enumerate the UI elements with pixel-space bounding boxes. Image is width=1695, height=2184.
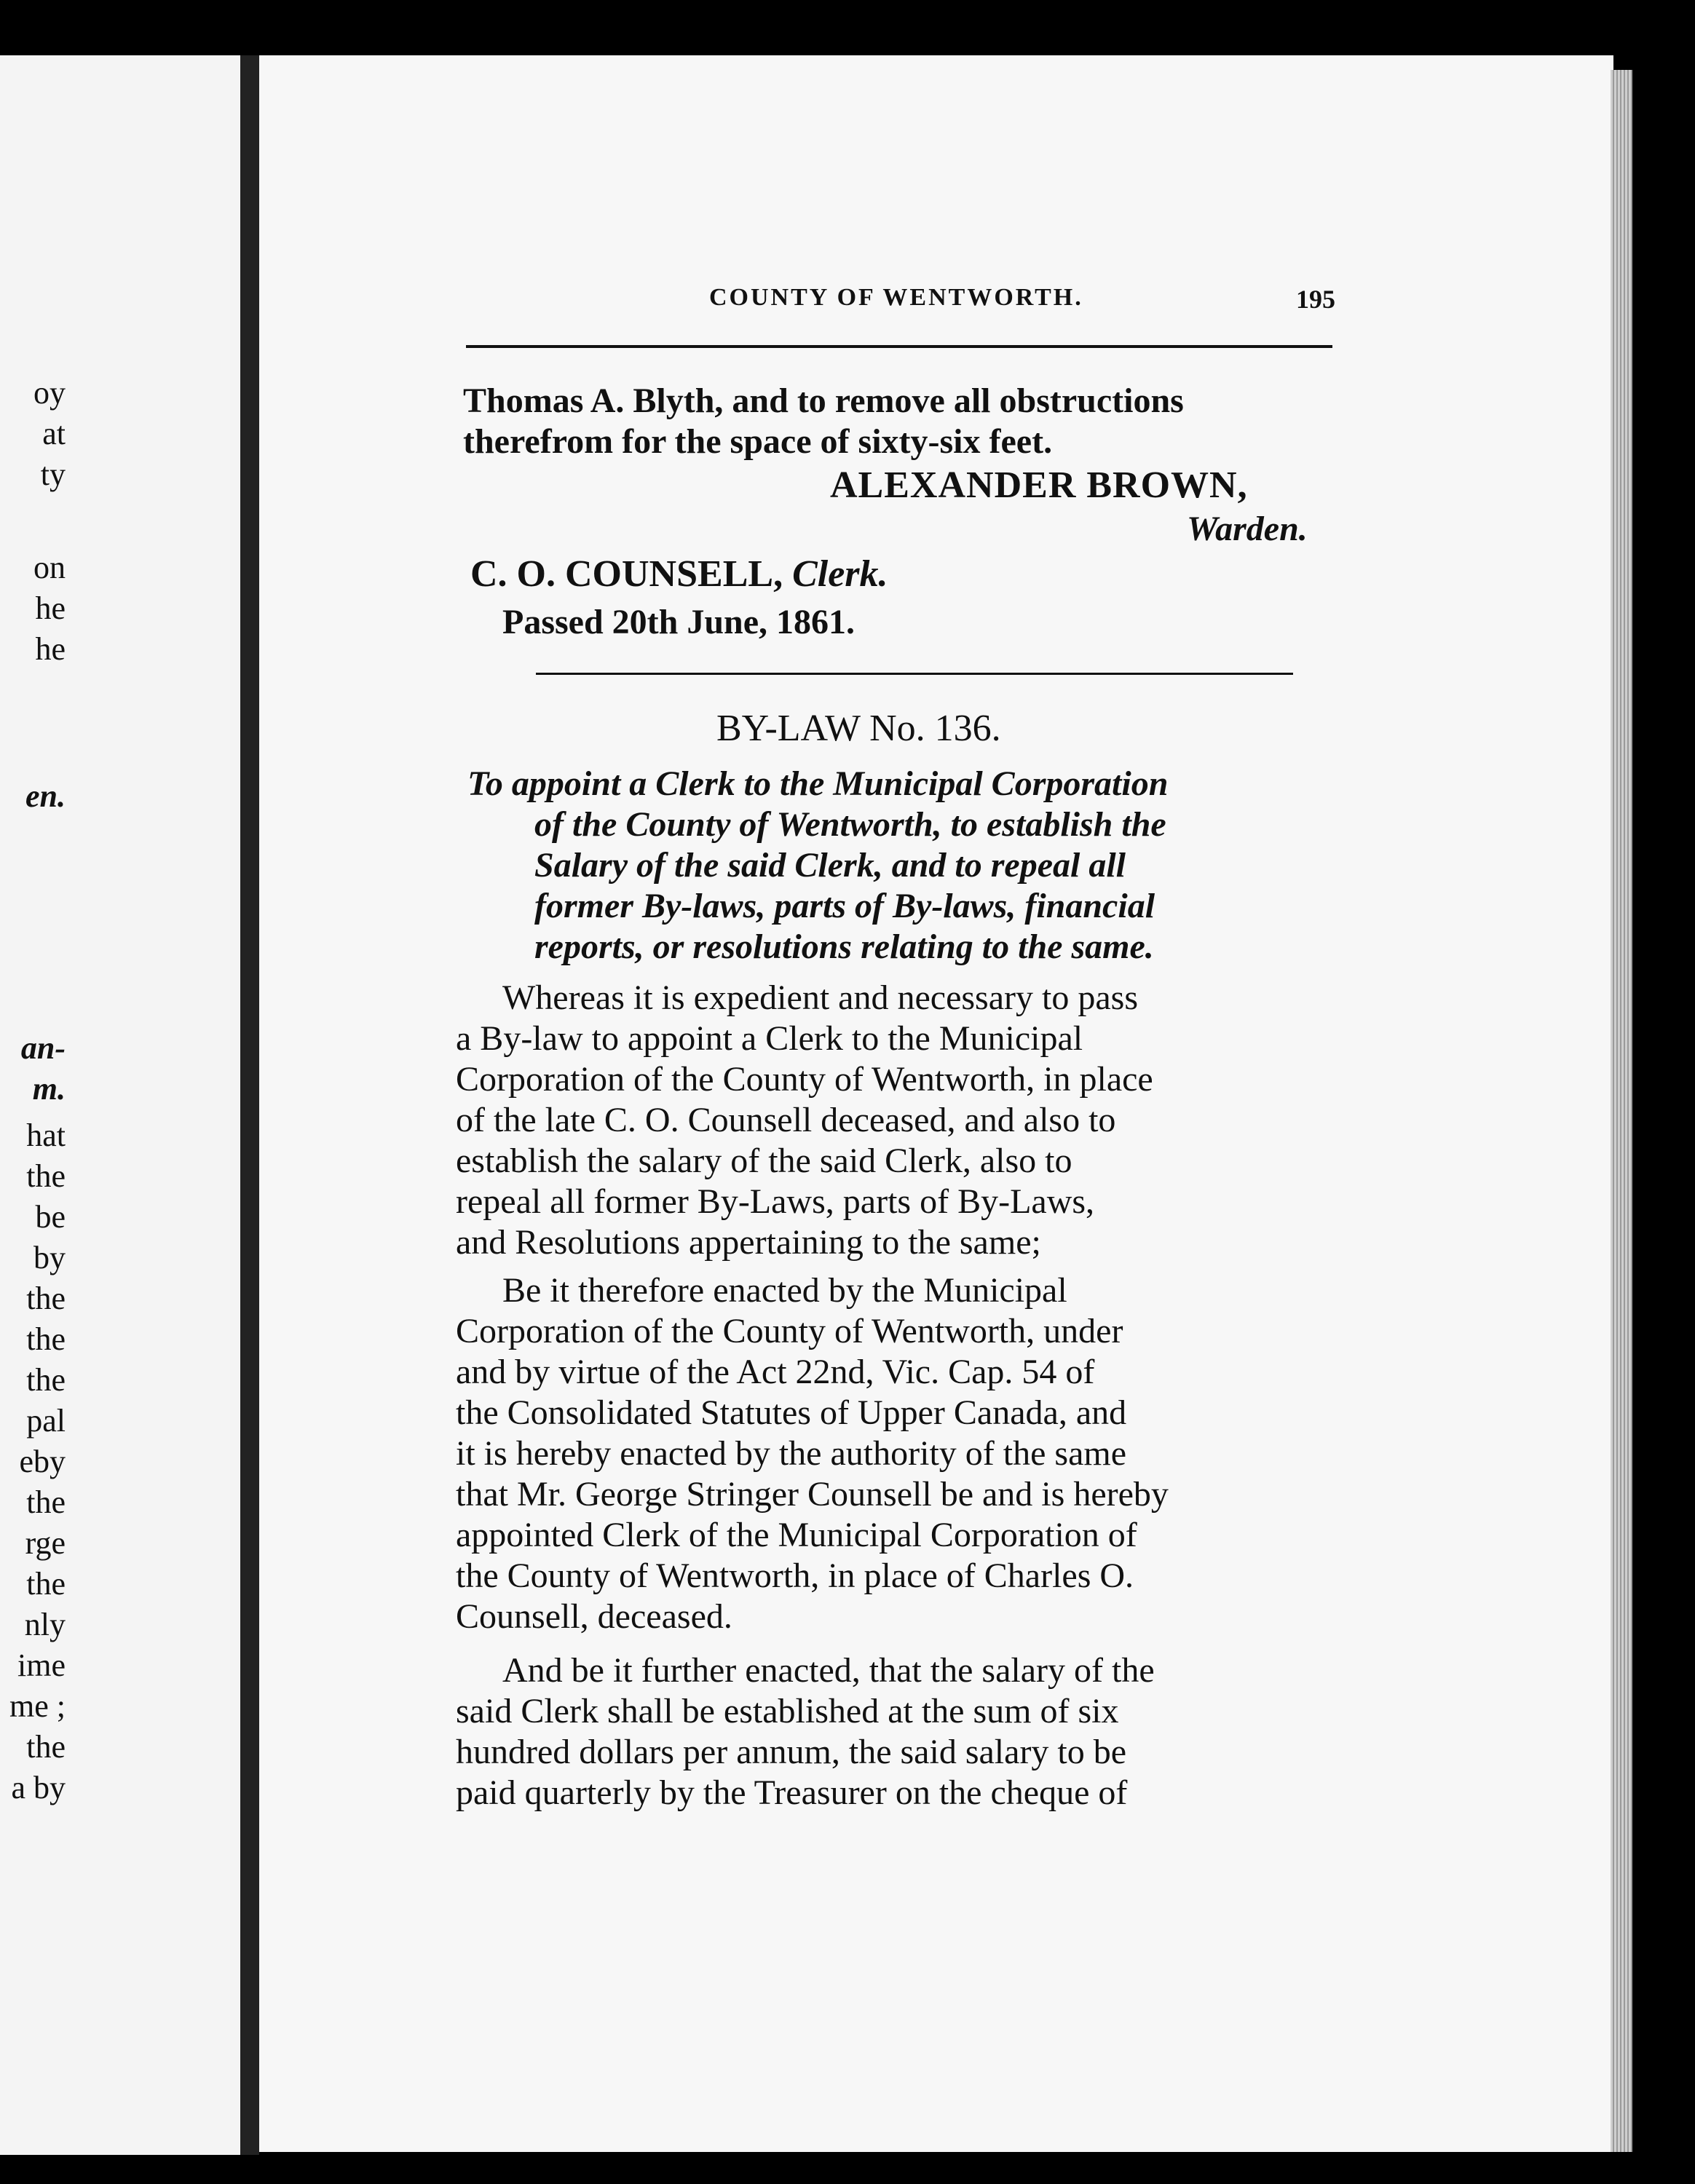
facing-page-fragment: nly — [24, 1607, 66, 1642]
facing-page-fragment: by — [33, 1240, 66, 1275]
facing-page-fragment: the — [26, 1321, 66, 1357]
facing-page-fragment: hat — [26, 1117, 66, 1153]
closing-line: therefrom for the space of sixty-six feet. — [463, 422, 1053, 461]
facing-page-fragment: an- — [20, 1030, 66, 1066]
facing-page-fragment: en. — [25, 778, 66, 814]
facing-page-fragment: on — [33, 550, 66, 585]
book-gutter — [240, 55, 259, 2155]
facing-page-fragment: he — [35, 590, 66, 626]
facing-page-fragment: ime — [17, 1647, 66, 1683]
body-line: appointed Clerk of the Municipal Corporation of — [456, 1516, 1137, 1554]
facing-page-fragment: the — [26, 1484, 66, 1520]
passed-date: Passed 20th June, 1861. — [502, 603, 856, 641]
bylaw-title-line: of the County of Wentworth, to establish the — [534, 805, 1166, 844]
facing-page-fragment: rge — [25, 1525, 66, 1561]
body-line: Whereas it is expedient and necessary to pass — [502, 978, 1139, 1017]
closing-line: Thomas A. Blyth, and to remove all obstructions — [463, 381, 1184, 420]
body-line: said Clerk shall be established at the sum of six — [456, 1692, 1119, 1730]
bylaw-title-line: former By-laws, parts of By-laws, financial — [534, 887, 1155, 925]
body-line: establish the salary of the said Clerk, also to — [456, 1142, 1072, 1180]
body-line: paid quarterly by the Treasurer on the cheque of — [456, 1773, 1128, 1812]
page-number: 195 — [1296, 285, 1335, 314]
section-rule — [536, 673, 1293, 675]
body-line: the County of Wentworth, in place of Charles O. — [456, 1556, 1134, 1595]
body-line: a By-law to appoint a Clerk to the Municipal — [456, 1019, 1083, 1058]
facing-page-fragment: the — [26, 1158, 66, 1194]
body-line: And be it further enacted, that the salary of the — [502, 1651, 1155, 1690]
body-line: the Consolidated Statutes of Upper Canada, and — [456, 1393, 1127, 1432]
facing-page-fragment: be — [35, 1199, 66, 1235]
facing-page-fragment: ty — [40, 456, 66, 492]
bylaw-title-line: Salary of the said Clerk, and to repeal all — [534, 846, 1126, 885]
facing-page-fragment: the — [26, 1281, 66, 1316]
facing-page-fragment: oy — [33, 375, 66, 411]
running-head: COUNTY OF WENTWORTH. — [709, 284, 1083, 311]
clerk-title: Clerk. — [792, 553, 888, 595]
facing-page-fragment: eby — [19, 1444, 66, 1479]
bylaw-title-line: reports, or resolutions relating to the same. — [534, 927, 1154, 966]
body-line: Corporation of the County of Wentworth, under — [456, 1312, 1123, 1350]
bylaw-title-line: To appoint a Clerk to the Municipal Corporation — [467, 764, 1169, 803]
facing-page-fragment: m. — [32, 1071, 66, 1107]
facing-page-fragment: the — [26, 1566, 66, 1602]
body-line: Corporation of the County of Wentworth, in place — [456, 1060, 1153, 1099]
warden-name: ALEXANDER BROWN, — [830, 464, 1248, 506]
body-line: Counsell, deceased. — [456, 1597, 732, 1636]
clerk-signature — [470, 553, 888, 596]
body-line: Be it therefore enacted by the Municipal — [502, 1271, 1067, 1310]
facing-page-fragment: pal — [26, 1403, 66, 1439]
body-line: repeal all former By-Laws, parts of By-Laws, — [456, 1182, 1095, 1221]
facing-page-left — [0, 55, 240, 2155]
body-line: hundred dollars per annum, the said salary to be — [456, 1733, 1127, 1771]
facing-page-fragment: me ; — [9, 1688, 66, 1724]
body-line: and Resolutions appertaining to the same; — [456, 1223, 1041, 1262]
facing-page-fragment: at — [42, 416, 66, 451]
body-line: it is hereby enacted by the authority of the same — [456, 1434, 1127, 1473]
body-line: and by virtue of the Act 22nd, Vic. Cap. 54 of — [456, 1353, 1095, 1391]
header-rule — [466, 345, 1332, 348]
facing-page-fragment: the — [26, 1362, 66, 1398]
facing-page-fragment: a by — [11, 1770, 66, 1805]
body-line: of the late C. O. Counsell deceased, and also to — [456, 1101, 1116, 1139]
facing-page-fragment: the — [26, 1729, 66, 1765]
warden-title: Warden. — [1187, 510, 1308, 548]
body-line: that Mr. George Stringer Counsell be and is hereby — [456, 1475, 1169, 1514]
facing-page-fragment: he — [35, 631, 66, 667]
clerk-name: C. O. COUNSELL, — [470, 553, 783, 595]
page-edge — [1611, 70, 1632, 2152]
bylaw-heading: BY-LAW No. 136. — [716, 708, 1001, 749]
